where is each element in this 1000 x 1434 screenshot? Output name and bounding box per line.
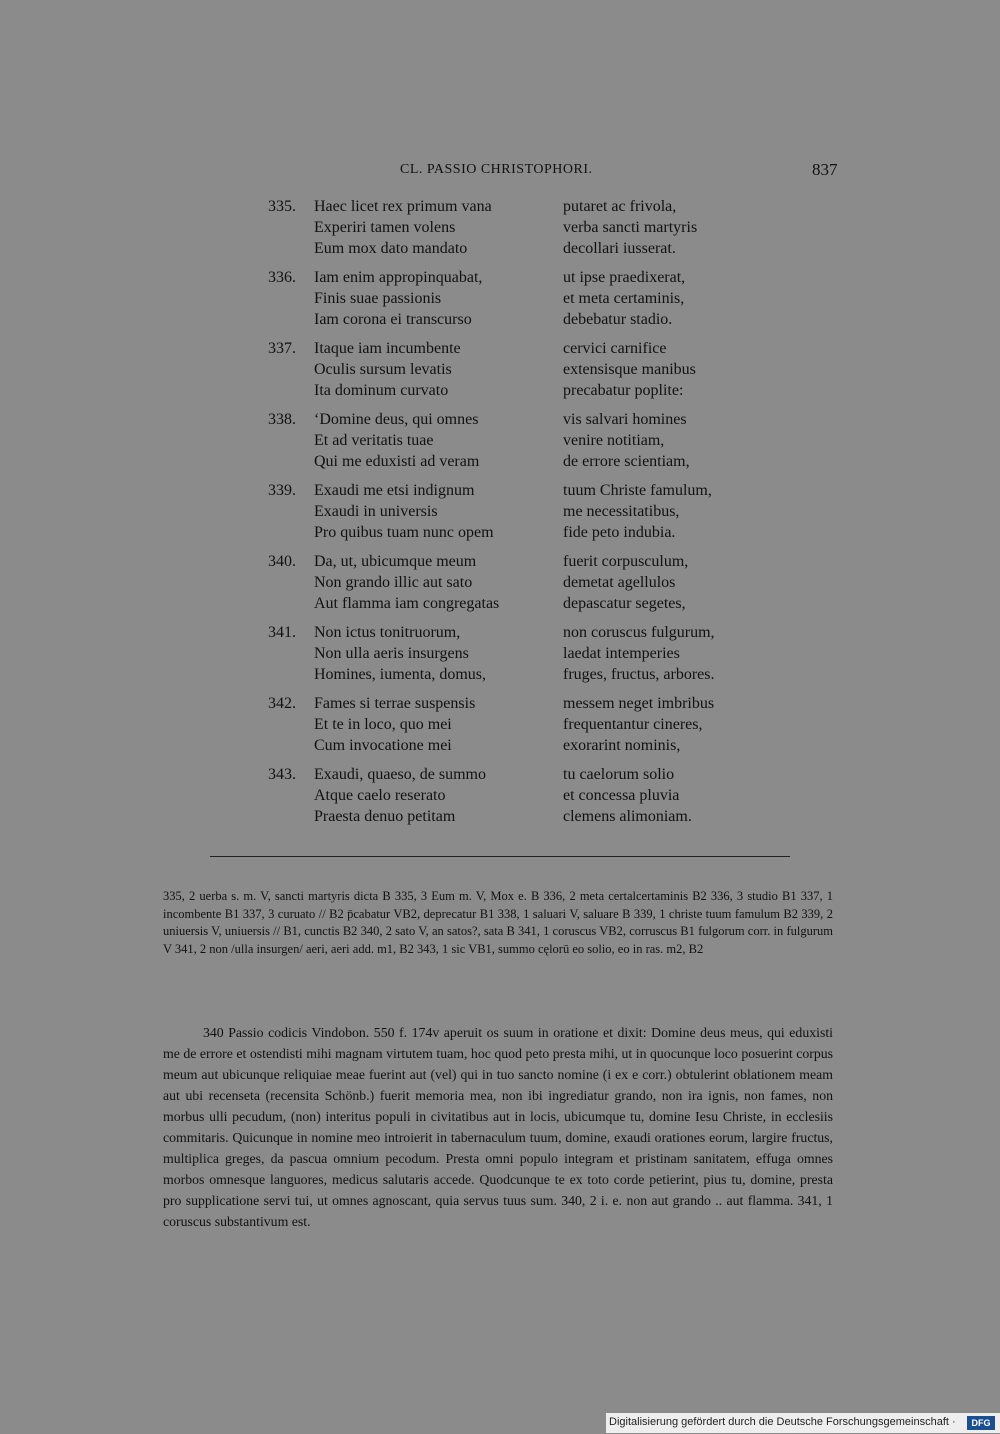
verse-left: Aut flamma iam congregatas: [314, 595, 500, 612]
stanza: [0, 624, 1000, 695]
verse-right: verba sancti martyris: [563, 219, 698, 236]
verse-right: laedat intemperies: [563, 645, 680, 662]
verse-left: Et te in loco, quo mei: [314, 716, 452, 733]
verse-left: ‘Domine deus, qui omnes: [314, 411, 479, 428]
verse-right: clemens alimoniam.: [563, 808, 692, 825]
verse-left: Finis suae passionis: [314, 290, 442, 307]
verse-right: venire notitiam,: [563, 432, 665, 449]
verse-right: debebatur stadio.: [563, 311, 673, 328]
digitization-banner: [606, 1413, 1000, 1433]
stanza-number: 337.: [268, 340, 296, 357]
critical-apparatus: [163, 888, 833, 958]
verse-right: tuum Christe famulum,: [563, 482, 712, 499]
stanza: [0, 766, 1000, 837]
stanza-number: 339.: [268, 482, 296, 499]
stanza-number: 336.: [268, 269, 296, 286]
verse-left: Non grando illic aut sato: [314, 574, 473, 591]
stanza-number: 338.: [268, 411, 296, 428]
verse-right: depascatur segetes,: [563, 595, 686, 612]
verse-left: Atque caelo reserato: [314, 787, 446, 804]
stanza-number: 341.: [268, 624, 296, 641]
verse-right: vis salvari homines: [563, 411, 687, 428]
verse-left: Cum invocatione mei: [314, 737, 452, 754]
verse-left: Homines, iumenta, domus,: [314, 666, 486, 683]
verse-right: frequentantur cineres,: [563, 716, 703, 733]
verse-right: ut ipse praedixerat,: [563, 269, 686, 286]
verse-left: Non ulla aeris insurgens: [314, 645, 469, 662]
stanza: [0, 482, 1000, 553]
verse-left: Et ad veritatis tuae: [314, 432, 434, 449]
verse-left: Exaudi in universis: [314, 503, 438, 520]
stanza-number: 335.: [268, 198, 296, 215]
verse-left: Pro quibus tuam nunc opem: [314, 524, 494, 541]
stanza-number: 343.: [268, 766, 296, 783]
verse-right: tu caelorum solio: [563, 766, 675, 783]
verse-left: Itaque iam incumbente: [314, 340, 461, 357]
verse-right: cervici carnifice: [563, 340, 667, 357]
verse-left: Non ictus tonitruorum,: [314, 624, 461, 641]
verse-right: demetat agellulos: [563, 574, 676, 591]
verse-right: exorarint nominis,: [563, 737, 681, 754]
verse-left: Experiri tamen volens: [314, 219, 456, 236]
verse-left: Exaudi me etsi indignum: [314, 482, 475, 499]
verse-left: Iam enim appropinquabat,: [314, 269, 483, 286]
verse-right: putaret ac frivola,: [563, 198, 677, 215]
verse-right: me necessitatibus,: [563, 503, 680, 520]
verse-left: Da, ut, ubicumque meum: [314, 553, 477, 570]
stanza: [0, 340, 1000, 411]
verse-right: non coruscus fulgurum,: [563, 624, 715, 641]
stanza: [0, 695, 1000, 766]
stanza: [0, 411, 1000, 482]
verse-right: precabatur poplite:: [563, 382, 684, 399]
apparatus-text: 335, 2 uerba s. m. V, sancti martyris dicta B 335, 3 Eum m. V, Mox e. B 336, 2 meta certalcertaminis B2 336, 3 studio B1 337, 1 incombente B1 337, 3 curuato // B2 p̄cabatur VB2, deprecatur B1 338, 1 saluari V, saluare B 339, 1 christe tuum famulum B2 339, 2 uniuersis V, uniuersis // B1, cunctis B2 340, 2 sato V, an satos?, sata B 341, 1 coruscus VB2, corruscus B1 fulgorum corr. in fulgurum V 341, 2 non /ulla insurgen/ aeri, aeri add. m1, B2 343, 1 sic VB1, summo cęlorū eo solio, eo in ras. m2, B2: [163, 889, 833, 956]
verse-right: et meta certaminis,: [563, 290, 685, 307]
dfg-logo: DFG: [967, 1416, 995, 1430]
verse-left: Iam corona ei transcurso: [314, 311, 472, 328]
stanza-number: 340.: [268, 553, 296, 570]
verse-right: fuerit corpusculum,: [563, 553, 689, 570]
verse-left: Oculis sursum levatis: [314, 361, 452, 378]
commentary: [163, 1022, 833, 1232]
footnote-divider: [210, 856, 790, 857]
verse-left: Qui me eduxisti ad veram: [314, 453, 480, 470]
stanza: [0, 269, 1000, 340]
verse-right: fide peto indubia.: [563, 524, 676, 541]
stanza: [0, 198, 1000, 269]
verse-left: Praesta denuo petitam: [314, 808, 456, 825]
verse-left: Fames si terrae suspensis: [314, 695, 476, 712]
verse-right: de errore scientiam,: [563, 453, 690, 470]
verse-right: fruges, fructus, arbores.: [563, 666, 715, 683]
page-number: 837: [812, 160, 838, 179]
verse-block: [0, 198, 1000, 837]
verse-left: Eum mox dato mandato: [314, 240, 468, 257]
verse-right: et concessa pluvia: [563, 787, 680, 804]
verse-right: messem neget imbribus: [563, 695, 715, 712]
verse-right: extensisque manibus: [563, 361, 696, 378]
running-title: CL. PASSIO CHRISTOPHORI.: [400, 162, 593, 177]
verse-left: Ita dominum curvato: [314, 382, 449, 399]
page-header: [0, 160, 1000, 184]
commentary-text: 340 Passio codicis Vindobon. 550 f. 174v aperuit os suum in oratione et dixit: Domine deus meus, qui eduxisti me de errore et ostendisti mihi magnam virtutem tuam, hoc quod peto presta mihi, ut in quocunque loco posuerint corpus meum aut ubicunque reliquiae meae fuerint aut (vel) qui in tuo sancto nomine (i ex e corr.) obtulerint oblationem meam aut ubi recenseta (recensita Schönb.) fuerit memoria mea, non ibi ingrediatur grando, non ira ignis, non fames, non morbus ulli pecudum, (non) interitus populi in civitatibus aut in locis, ubicumque tu, domine Iesu Christe, in ecclesiis commitaris. Quicunque in nomine meo introierit in tabernaculum tuum, domine, exaudi orationes eorum, largire fructus, multiplica greges, da pascua omnium pecodum. Presta omni populo integram et pristinam sanitatem, effuga omnes morbos omnesque languores, medicus salutaris accede. Quodcunque te ex toto corde petierint, pius tu, domine, presta pro supplicatione servi tui, ut omnes agnoscant, quia servus tuus sum. 340, 2 i. e. non aut grando .. aut flamma. 341, 1 coruscus substantivum est.: [163, 1025, 833, 1229]
verse-left: Haec licet rex primum vana: [314, 198, 492, 215]
funding-note: Digitalisierung gefördert durch die Deutsche Forschungsgemeinschaft ·: [609, 1416, 956, 1428]
verse-left: Exaudi, quaeso, de summo: [314, 766, 486, 783]
verse-right: decollari iusserat.: [563, 240, 676, 257]
stanza-number: 342.: [268, 695, 296, 712]
stanza: [0, 553, 1000, 624]
